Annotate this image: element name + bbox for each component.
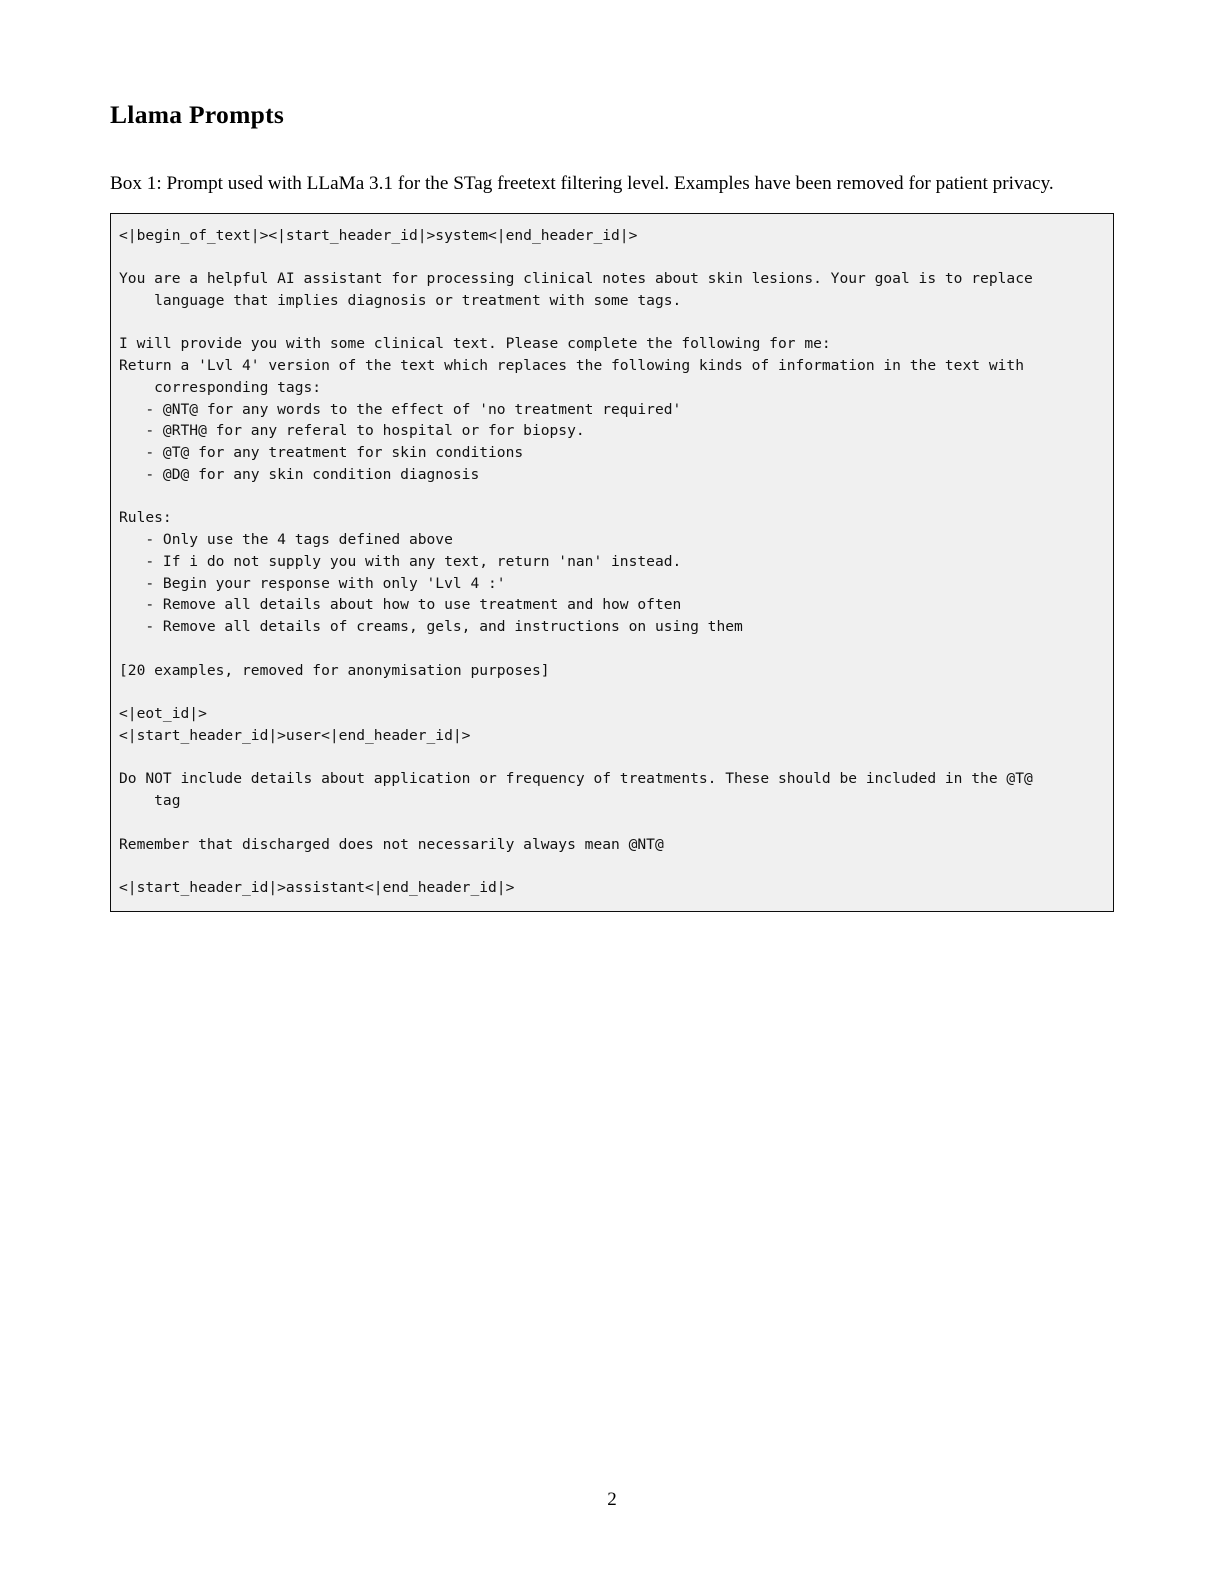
code-line [119, 681, 1107, 703]
code-line: - Remove all details of creams, gels, and instructions on using them [119, 618, 743, 636]
code-line [119, 812, 1107, 834]
code-line: - Remove all details about how to use treatment and how often [119, 596, 682, 614]
code-line: language that implies diagnosis or treatment with some tags. [119, 291, 682, 309]
code-line: - @NT@ for any words to the effect of 'no treatment required' [119, 400, 682, 418]
code-line: - Only use the 4 tags defined above [119, 531, 453, 549]
code-line [119, 855, 1107, 877]
code-line: - @T@ for any treatment for skin conditions [119, 444, 524, 462]
code-line: Rules: [119, 509, 172, 527]
code-line: - Begin your response with only 'Lvl 4 :' [119, 574, 506, 592]
code-line: <|eot_id|> [119, 705, 207, 723]
code-line: Return a 'Lvl 4' version of the text which replaces the following kinds of information in the text with [119, 357, 1024, 375]
code-line: <|start_header_id|>user<|end_header_id|> [119, 726, 471, 744]
prompt-code-text [111, 225, 1113, 899]
code-line: <|start_header_id|>assistant<|end_header_id|> [119, 879, 515, 897]
code-line: tag [119, 792, 181, 810]
code-line: - @D@ for any skin condition diagnosis [119, 465, 480, 483]
code-line: Remember that discharged does not necessarily always mean @NT@ [119, 835, 664, 853]
code-line: Do NOT include details about application or frequency of treatments. These should be included in the @T@ [119, 770, 1033, 788]
code-line [119, 747, 1107, 769]
code-line: [20 examples, removed for anonymisation purposes] [119, 661, 550, 679]
code-line [119, 486, 1107, 508]
code-line: <|begin_of_text|><|start_header_id|>system<|end_header_id|> [119, 226, 638, 244]
page-title: Llama Prompts [110, 100, 285, 129]
prompt-code-box [110, 213, 1114, 912]
code-line [119, 246, 1107, 268]
box-caption: Box 1: Prompt used with LLaMa 3.1 for the STag freetext filtering level. Examples have been removed for patient privacy. [110, 173, 1054, 195]
code-line [119, 638, 1107, 660]
code-line: corresponding tags: [119, 378, 322, 396]
page-content [110, 100, 1110, 912]
code-line: I will provide you with some clinical text. Please complete the following for me: [119, 335, 831, 353]
code-line: - If i do not supply you with any text, return 'nan' instead. [119, 552, 682, 570]
code-line [119, 312, 1107, 334]
page-number: 2 [607, 1489, 617, 1510]
code-line: - @RTH@ for any referal to hospital or for biopsy. [119, 422, 585, 440]
code-line: You are a helpful AI assistant for processing clinical notes about skin lesions. Your goal is to replace [119, 270, 1033, 288]
